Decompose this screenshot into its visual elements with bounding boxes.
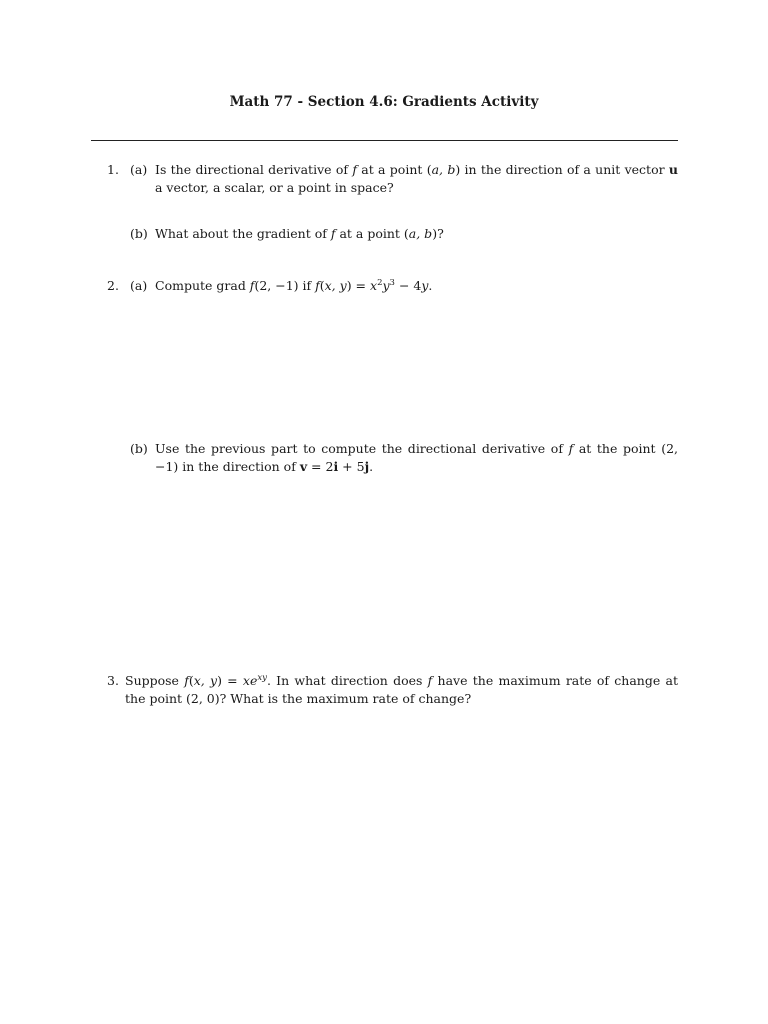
question-2a-text: Compute grad f(2, −1) if f(x, $y) = x^2y^3 - 4y$. bbox=[155, 277, 433, 293]
page-title: Math 77 - Section 4.6: Gradients Activity bbox=[229, 94, 539, 110]
question-2a-label: (a) bbox=[130, 278, 148, 293]
question-2b-label: (b) bbox=[130, 441, 148, 456]
question-1a-text: Is the directional derivative of f at a point (a, b) in the direction of a unit vector u a vector, a scalar, or a point in space? bbox=[155, 162, 678, 195]
question-2-number: 2. bbox=[107, 278, 119, 293]
question-2b-text: Use the previous part to compute the directional derivative of f at the point (2, −1) in the direction of v = 2i + 5j. bbox=[155, 441, 678, 474]
title-divider bbox=[91, 140, 678, 141]
question-1b-text: What about the gradient of f at a point (a, b)? bbox=[155, 226, 444, 241]
question-1b-label: (b) bbox=[130, 226, 148, 241]
question-1a-label: (a) bbox=[130, 162, 148, 177]
question-1-number: 1. bbox=[107, 162, 119, 177]
question-3-number: 3. bbox=[107, 673, 119, 688]
question-3-text: Suppose f(x, $y) = xe^{xy}$. In what direction does f have the maximum rate of change at the point (2, 0)? What is the maximum rate of change? bbox=[125, 672, 678, 706]
